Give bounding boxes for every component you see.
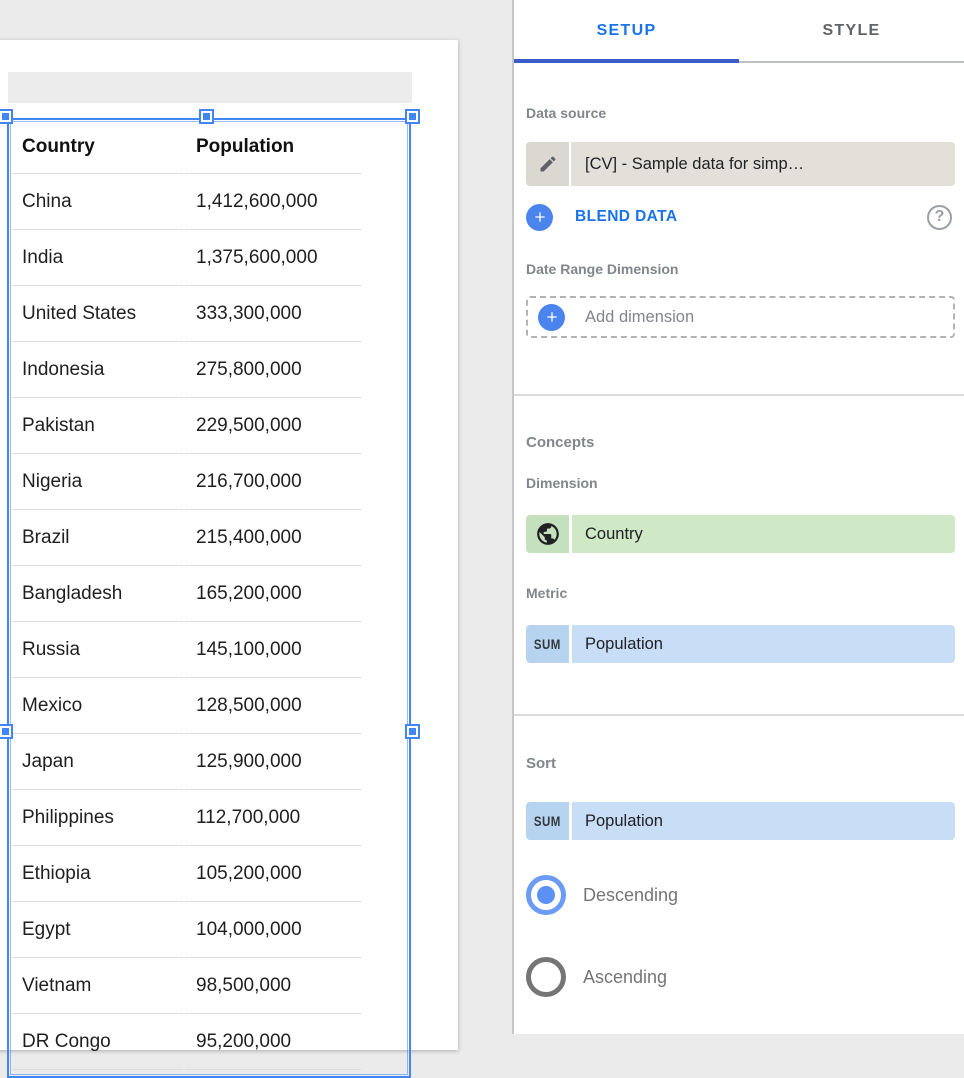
country-cell: China bbox=[12, 174, 183, 230]
country-cell: Mexico bbox=[12, 678, 183, 734]
blend-data-row bbox=[526, 203, 955, 231]
table-header-row bbox=[12, 120, 406, 174]
sort-label: Sort bbox=[526, 755, 556, 772]
ascending-label: Ascending bbox=[583, 966, 668, 987]
resize-handle-top-left[interactable] bbox=[0, 111, 11, 122]
table-row bbox=[12, 678, 406, 734]
date-range-dimension-label: Date Range Dimension bbox=[526, 261, 679, 277]
descending-radio[interactable] bbox=[526, 875, 566, 915]
country-cell: Vietnam bbox=[12, 958, 183, 1014]
ascending-radio[interactable] bbox=[526, 957, 566, 997]
table-body bbox=[12, 174, 406, 1070]
country-cell: Ethiopia bbox=[12, 846, 183, 902]
tab-setup[interactable]: SETUP bbox=[596, 21, 657, 39]
country-cell: Japan bbox=[12, 734, 183, 790]
sum-aggregation-icon[interactable]: SUM bbox=[526, 625, 569, 663]
properties-panel bbox=[512, 0, 964, 1034]
table-row bbox=[12, 846, 406, 902]
resize-handle-top-right[interactable] bbox=[407, 111, 418, 122]
help-icon[interactable]: ? bbox=[927, 205, 952, 230]
blend-data-button[interactable]: BLEND DATA bbox=[575, 208, 678, 225]
sort-descending-option[interactable] bbox=[526, 875, 955, 915]
concepts-label: Concepts bbox=[526, 434, 595, 451]
population-cell: 105,200,000 bbox=[185, 846, 361, 902]
table-row bbox=[12, 734, 406, 790]
population-cell: 128,500,000 bbox=[185, 678, 361, 734]
edit-data-source-button[interactable] bbox=[526, 142, 569, 186]
column-header-country: Country bbox=[12, 120, 183, 174]
population-cell: 104,000,000 bbox=[185, 902, 361, 958]
table-row bbox=[12, 398, 406, 454]
dimension-chip-label[interactable]: Country bbox=[572, 515, 955, 553]
population-cell: 215,400,000 bbox=[185, 510, 361, 566]
table-row bbox=[12, 902, 406, 958]
country-cell: India bbox=[12, 230, 183, 286]
metric-chip-label[interactable]: Population bbox=[572, 625, 955, 663]
pencil-icon bbox=[538, 154, 558, 174]
population-cell: 1,412,600,000 bbox=[185, 174, 361, 230]
resize-handle-top-center[interactable] bbox=[201, 111, 212, 122]
resize-handle-mid-left[interactable] bbox=[0, 726, 11, 737]
population-cell: 333,300,000 bbox=[185, 286, 361, 342]
dimension-chip-country[interactable] bbox=[526, 515, 955, 553]
table-row bbox=[12, 958, 406, 1014]
data-source-label: Data source bbox=[526, 105, 607, 121]
country-cell: United States bbox=[12, 286, 183, 342]
population-cell: 145,100,000 bbox=[185, 622, 361, 678]
sort-chip-label[interactable]: Population bbox=[572, 802, 955, 840]
population-cell: 1,375,600,000 bbox=[185, 230, 361, 286]
section-divider bbox=[514, 394, 964, 396]
population-cell: 125,900,000 bbox=[185, 734, 361, 790]
country-cell: Pakistan bbox=[12, 398, 183, 454]
add-dimension-dropzone[interactable] bbox=[526, 296, 955, 338]
country-cell: Egypt bbox=[12, 902, 183, 958]
metric-label: Metric bbox=[526, 585, 568, 601]
panel-tabs bbox=[514, 0, 964, 63]
population-cell: 165,200,000 bbox=[185, 566, 361, 622]
column-header-population: Population bbox=[185, 120, 361, 174]
country-cell: Bangladesh bbox=[12, 566, 183, 622]
country-cell: Philippines bbox=[12, 790, 183, 846]
table-row bbox=[12, 342, 406, 398]
selected-table-chart[interactable] bbox=[7, 118, 411, 1078]
table-row bbox=[12, 454, 406, 510]
descending-label: Descending bbox=[583, 884, 679, 905]
data-table bbox=[12, 120, 406, 1070]
sort-ascending-option[interactable] bbox=[526, 957, 955, 997]
country-cell: DR Congo bbox=[12, 1014, 183, 1070]
sort-chip-population[interactable] bbox=[526, 802, 955, 840]
add-dimension-label: Add dimension bbox=[585, 307, 695, 326]
population-cell: 216,700,000 bbox=[185, 454, 361, 510]
population-cell: 95,200,000 bbox=[185, 1014, 361, 1070]
data-source-field[interactable] bbox=[526, 142, 955, 186]
population-cell: 98,500,000 bbox=[185, 958, 361, 1014]
add-dimension-plus-icon[interactable] bbox=[538, 304, 565, 331]
report-page[interactable] bbox=[0, 40, 458, 1050]
section-divider bbox=[514, 714, 964, 716]
table-row bbox=[12, 790, 406, 846]
table-row bbox=[12, 1014, 406, 1070]
country-cell: Brazil bbox=[12, 510, 183, 566]
tab-style[interactable]: STYLE bbox=[822, 21, 881, 39]
population-cell: 229,500,000 bbox=[185, 398, 361, 454]
table-row bbox=[12, 174, 406, 230]
population-cell: 112,700,000 bbox=[185, 790, 361, 846]
country-cell: Nigeria bbox=[12, 454, 183, 510]
table-row bbox=[12, 566, 406, 622]
resize-handle-mid-right[interactable] bbox=[407, 726, 418, 737]
globe-icon bbox=[526, 515, 569, 553]
data-source-name[interactable]: [CV] - Sample data for simp… bbox=[571, 142, 955, 186]
population-cell: 275,800,000 bbox=[185, 342, 361, 398]
country-cell: Russia bbox=[12, 622, 183, 678]
dimension-label: Dimension bbox=[526, 475, 598, 491]
table-row bbox=[12, 622, 406, 678]
table-row bbox=[12, 286, 406, 342]
sum-aggregation-icon[interactable]: SUM bbox=[526, 802, 569, 840]
metric-chip-population[interactable] bbox=[526, 625, 955, 663]
country-cell: Indonesia bbox=[12, 342, 183, 398]
table-row bbox=[12, 230, 406, 286]
title-placeholder[interactable] bbox=[8, 72, 412, 103]
blend-plus-icon[interactable] bbox=[526, 204, 553, 231]
table-row bbox=[12, 510, 406, 566]
